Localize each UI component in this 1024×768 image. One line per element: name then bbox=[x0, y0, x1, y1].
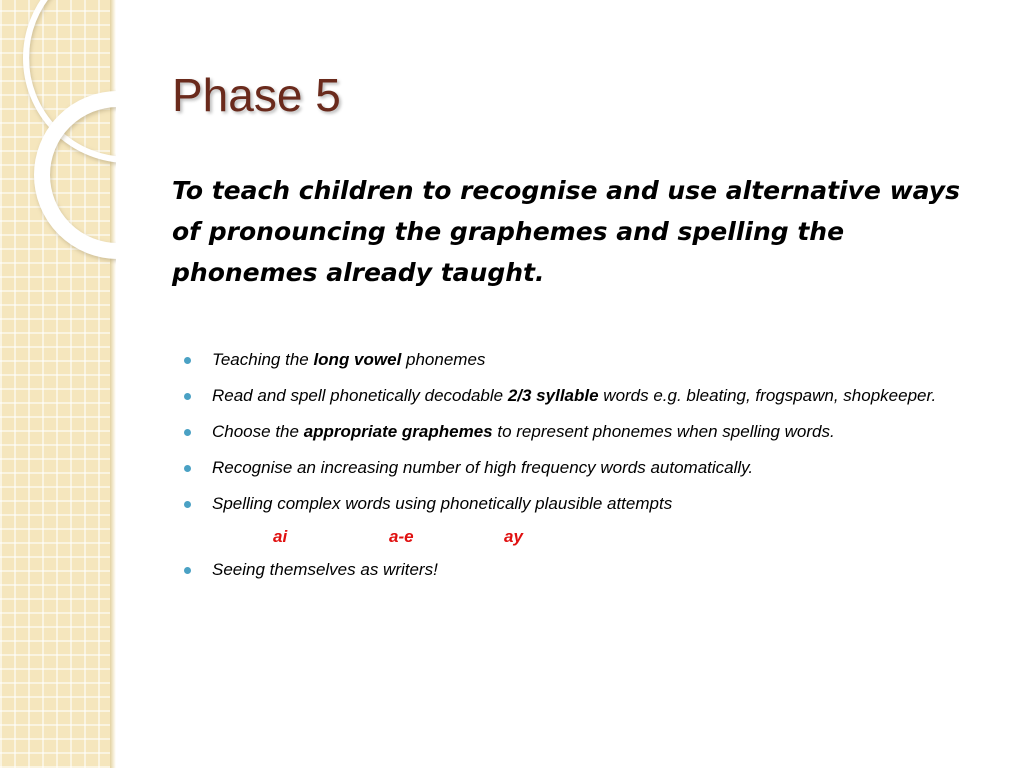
bullet-text: to represent phonemes when spelling words. bbox=[492, 422, 835, 441]
bullet-dot-icon bbox=[184, 429, 191, 436]
bullet-dot-icon bbox=[184, 567, 191, 574]
bullet-dot-icon bbox=[184, 501, 191, 508]
bullet-text: Choose the bbox=[212, 422, 304, 441]
bullet-item-spelling bbox=[184, 490, 964, 517]
bullet-item-long-vowel bbox=[184, 346, 964, 373]
bullet-item-graphemes bbox=[184, 418, 964, 445]
bullet-emphasis: long vowel bbox=[313, 350, 402, 369]
bullet-text: Seeing themselves as writers! bbox=[212, 560, 438, 579]
bullet-text: words e.g. bleating, frogspawn, shopkeeper. bbox=[598, 386, 937, 405]
bullet-text: Spelling complex words using phonetically plausible attempts bbox=[212, 494, 673, 513]
bullet-dot-icon bbox=[184, 357, 191, 364]
bullet-text: Recognise an increasing number of high frequency words automatically. bbox=[212, 458, 754, 477]
decorative-rings-icon bbox=[0, 0, 180, 300]
bullet-text: Teaching the bbox=[212, 350, 314, 369]
bullet-item-syllable bbox=[184, 382, 964, 409]
bullet-emphasis: 2/3 syllable bbox=[507, 386, 599, 405]
slide-subtitle: To teach children to recognise and use alternative ways of pronouncing the graphemes and spelling the phonemes already taught. bbox=[172, 176, 960, 287]
grapheme-ai: ai bbox=[273, 527, 288, 546]
grapheme-examples bbox=[184, 523, 964, 547]
grapheme-a-e: a-e bbox=[389, 527, 414, 546]
bullet-text: Read and spell phonetically decodable bbox=[212, 386, 508, 405]
bullet-text: phonemes bbox=[401, 350, 486, 369]
grapheme-ay: ay bbox=[504, 527, 523, 546]
bullet-item-writers bbox=[184, 556, 964, 583]
bullet-item-high-frequency bbox=[184, 454, 964, 481]
bullet-dot-icon bbox=[184, 465, 191, 472]
bullet-dot-icon bbox=[184, 393, 191, 400]
bullet-emphasis: appropriate graphemes bbox=[303, 422, 493, 441]
slide-title: Phase 5 bbox=[172, 69, 341, 121]
bullet-list bbox=[184, 346, 964, 592]
